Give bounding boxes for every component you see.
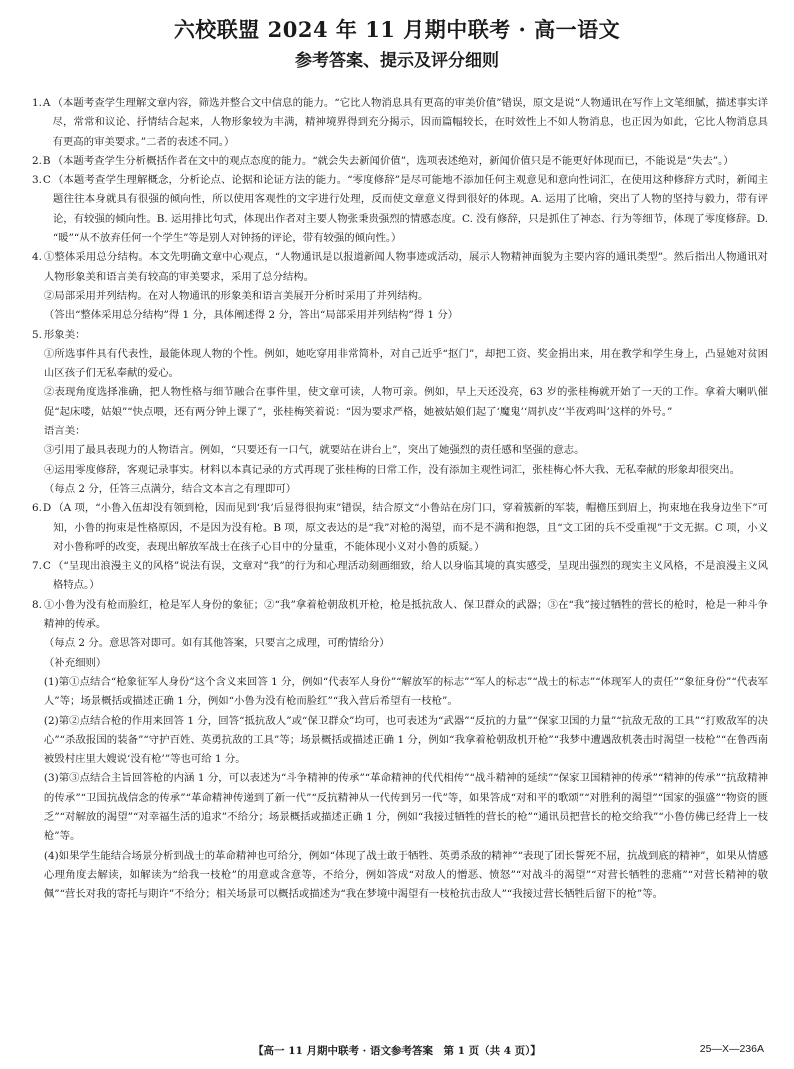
page-subtitle: 参考答案、提示及评分细则: [295, 51, 499, 71]
question-number: 3.: [32, 174, 42, 187]
answer-item-3: [32, 171, 768, 248]
answer-point: ②表现角度选择准确，把人物性格与细节融合在事件里，使文章可读，人物可亲。例如，早上天还没亮，63 岁的张桂梅就开始了一天的工作。拿着大喇叭催促“起床喽，姑娘”“快点喂，还有两分钟上课了”，张桂梅笑着说：“因为要求严格，她被姑娘们起了‘魔鬼’‘周扒皮’‘半夜鸡叫’这样的外号。”: [43, 386, 768, 418]
footer-page-label: 【高一 11 月期中联考 · 语文参考答案 第 1 页（共 4 页）】: [253, 1045, 541, 1057]
answer-point: ④运用零度修辞，客观记录事实。材料以本真记录的方式再现了张桂梅的日常工作，没有添加主观性词汇，张桂梅心怀大我、无私奉献的形象却很突出。: [43, 463, 741, 476]
answer-item-8: [32, 596, 768, 905]
answer-explanation: （本题考查学生分析概括作者在文中的观点态度的能力。“就会失去新闻价值”，选项表述绝对，新闻价值只是不能更好体现而已，不能说是“失去”。）: [52, 154, 734, 167]
answer-point: ③引用了最具表现力的人物语言。例如，“只要还有一口气，就要站在讲台上”，突出了她强烈的责任感和坚强的意志。: [43, 444, 585, 457]
answer-item-7: [32, 557, 768, 596]
answer-explanation: （本题考查学生理解概念，分析论点、论据和论证方法的能力。“零度修辞”是尽可能地不添加任何主观意见和意向性词汇，在使用这种修辞方式时，新闻主题往往本身就具有很强的倾向性，所以使用客观性的文字进行处理，反而使文章意义得到很好的体现。A. 运用了比喻，突出了人物的坚持与毅力，带有评论，有较强的倾向性。B. 运用排比句式，体现出作者对主要人物张秉贵强烈的情感态度。C. 没有修辞，只是抓住了神态、行为等细节，体现了零度修辞。D. “暖”“从不放弃任何一个学生”等是别人对钟扬的评论，带有较强的倾向性。）: [52, 174, 768, 245]
section-heading: 语言美：: [43, 425, 86, 438]
answer-point: ①所选事件具有代表性，最能体现人物的个性。例如，她吃穿用非常简朴，对自己近乎“抠门”，却把工资、奖金捐出来，用在教学和学生身上，凸显她对贫困山区孩子们无私奉献的爱心。: [43, 347, 768, 380]
scoring-note: （每点 2 分。意思答对即可。如有其他答案，只要言之成理，可酌情给分）: [43, 637, 390, 650]
scoring-detail: (2)第②点结合枪的作用来回答 1 分，回答“抵抗敌人”或“保卫群众”均可，也可表述为“武器”“反抗的力量”“保家卫国的力量”“抗敌无敌的工具”“打败敌军的决心”“杀敌报国的装备”“守护百姓、英勇抗敌的工具”等；场景概括或描述正确 1 分，例如“我拿着枪朝敌机开枪”“我梦中遭遇敌机袭击时渴望一枝枪”“在鲁西南被毁村庄里大嫂说‘没有枪’”等也可给 1 分。: [43, 714, 768, 766]
choice-answer: C: [42, 560, 51, 573]
question-number: 5.: [32, 328, 42, 341]
answer-item-1: [32, 94, 768, 152]
question-number: 2.: [32, 154, 42, 167]
scoring-detail: (1)第①点结合“枪象征军人身份”这个含义来回答 1 分，例如“代表军人身份”“解放军的标志”“军人的标志”“战士的标志”“体现军人的责任”“象征身份”“代表军人”等；场景概括或描述正确 1 分，例如“小鲁为没有枪而脸红”“我入营后希望有一枝枪”。: [43, 675, 768, 708]
answer-item-6: [32, 499, 768, 557]
answer-item-5: [32, 326, 768, 500]
question-number: 1.: [32, 97, 42, 109]
question-number: 7.: [32, 560, 42, 573]
answer-point: ②局部采用并列结构。在对人物通讯的形象美和语言美展开分析时采用了并列结构。: [43, 289, 429, 302]
choice-answer: A: [42, 97, 51, 109]
answer-body: [32, 94, 768, 904]
answer-explanation: （A 项，“小鲁入伍却没有领到枪，因而见到‘我’后显得很拘束”错误，结合原文“小鲁站在房门口，穿着簇新的军装，帽檐压到眉上，拘束地在我身边坐下”可知，小鲁的拘束是性格原因，不是因为没有枪。B 项，原文表达的是“我”对枪的渴望，而不是不满和抱怨，且“文工团的兵不受重视”于文无据。C 项，小义对小鲁称呼的改变，表现出解放军战士在孩子心目中的分量重，不能体现小义对小鲁的质疑。）: [53, 502, 768, 553]
section-heading: 形象美：: [43, 328, 86, 341]
answer-point: ①整体采用总分结构。本文先明确文章中心观点，“人物通讯是以报道新闻人物事迹或活动，展示人物精神面貌为主要内容的通讯类型”。然后指出人物通讯对人物形象美和语言美有较高的审美要求，采用了总分结构。: [43, 251, 768, 283]
question-number: 4.: [32, 251, 42, 264]
question-number: 8.: [32, 598, 42, 611]
scoring-detail: (3)第③点结合主旨回答枪的内涵 1 分，可以表述为“斗争精神的传承”“革命精神的代代相传”“战斗精神的延续”“保家卫国精神的传承”“精神的传承”“抗敌精神的传承”“卫国抗战信念的传承”“革命精神传递到了新一代”“反抗精神从一代传到另一代”等，如果答成“对和平的歌颂”“对胜利的渴望”“国家的强盛”“物资的匮乏”“对解放的渴望”“对幸福生活的追求”不给分；场景概括或描述正确 1 分，例如“我接过牺牲的营长的枪”“通讯员把营长的枪交给我”“小鲁仿佛已经背上一枝枪”等。: [43, 772, 768, 843]
question-number: 6.: [32, 502, 42, 515]
answer-item-2: [32, 152, 768, 171]
section-heading: （补充细则）: [43, 656, 107, 669]
answer-point: ①小鲁为没有枪而脸红，枪是军人身份的象征；②“我”拿着枪朝敌机开枪，枪是抵抗敌人、保卫群众的武器；③在“我”接过牺牲的营长的枪时，枪是一种斗争精神的传承。: [43, 598, 768, 631]
footer-code: 25—X—236A: [699, 1043, 764, 1055]
scoring-note: （每点 2 分，任答三点满分，结合文本言之有理即可）: [43, 482, 297, 495]
scoring-note: （答出“整体采用总分结构”得 1 分，具体阐述得 2 分，答出“局部采用并列结构”得 1 分）: [43, 309, 459, 322]
answer-explanation: （本题考查学生理解文章内容，筛选并整合文中信息的能力。“它比人物消息具有更高的审美价值”错误，原文是说“人物通讯在写作上文笔细腻，描述事实详尽，常常和议论、抒情结合起来，人物形象较为丰满，精神境界得到充分揭示，因而篇幅较长，在时效性上不如人物消息，也正因为如此，它比人物消息具有更高的审美要求。”二者的表述不同。）: [52, 97, 768, 148]
answer-item-4: [32, 248, 768, 325]
choice-answer: B: [42, 154, 51, 167]
answer-explanation: （“呈现出浪漫主义的风格”说法有误，文章对“我”的行为和心理活动刻画细致，给人以身临其境的真实感受，呈现出强烈的现实主义风格，不是浪漫主义风格特点。）: [52, 560, 768, 592]
page-title: 六校联盟 2024 年 11 月期中联考 · 高一语文: [173, 17, 621, 42]
choice-answer: C: [42, 174, 51, 187]
scoring-detail: (4)如果学生能结合场景分析到战士的革命精神也可给分，例如“体现了战士敢于牺牲、英勇杀敌的精神”“表现了团长誓死不屈，抗战到底的精神”，如果从情感心理角度去解读，如解读为“给我一枝枪”的用意或含意等，不给分，例如答成“对敌人的憎恶、愤怒”“对战斗的渴望”“对营长牺牲的悲痛”“对营长精神的敬佩”“营长对我的寄托与期许”不给分；相关场景可以概括或描述为“我在梦境中渴望有一枝枪抗击敌人”“我接过营长牺牲后留下的枪”等。: [43, 849, 768, 901]
choice-answer: D: [42, 502, 52, 515]
